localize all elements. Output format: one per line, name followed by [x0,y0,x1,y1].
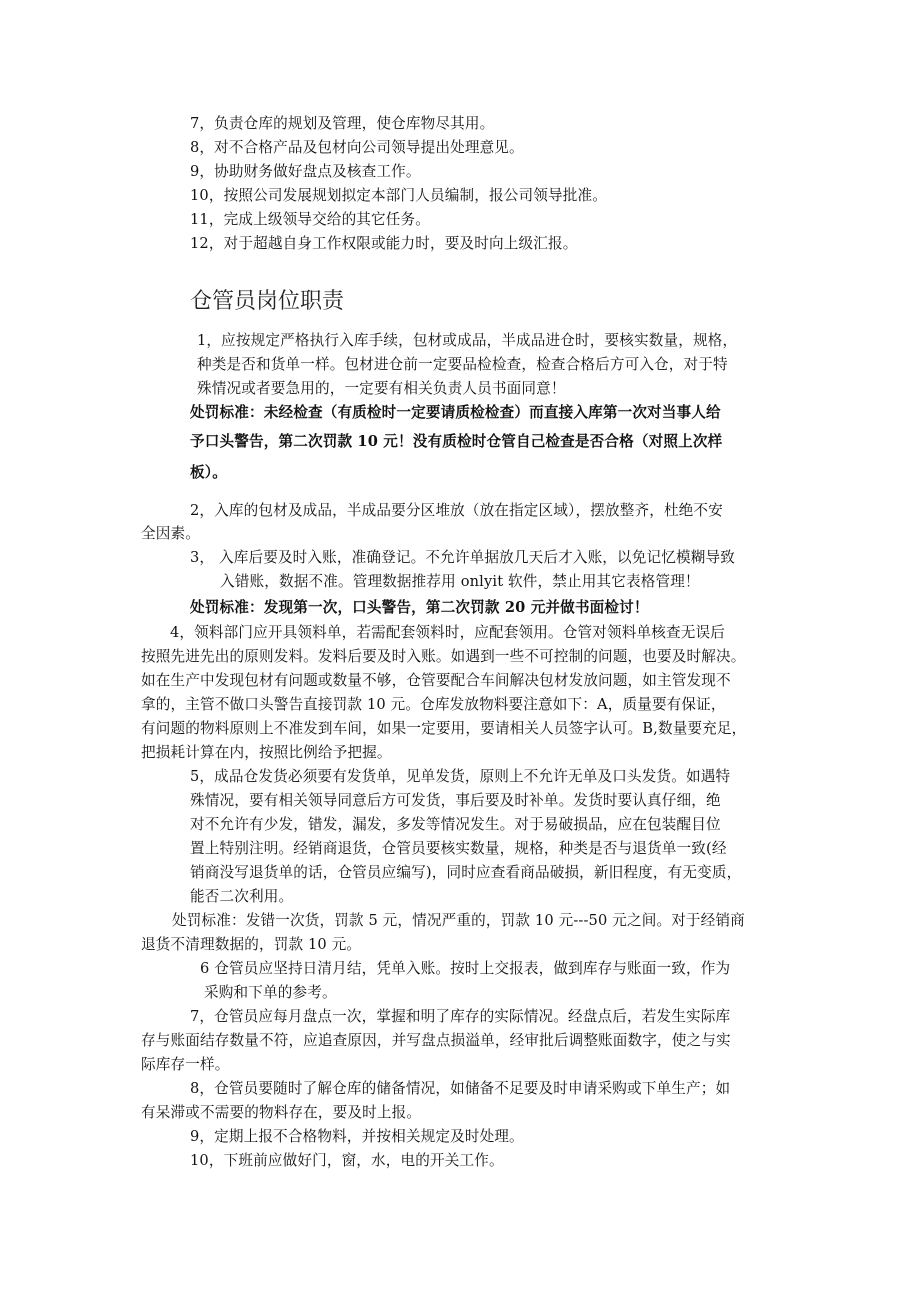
duty-item-9: 9，协助财务做好盘点及核查工作。 [190,163,421,180]
item-6-line-1: 6 仓管员应坚持日清月结，凭单入账。按时上交报表，做到库存与账面一致，作为 [200,960,731,977]
item-1-line-3: 殊情况或者要急用的，一定要有相关负责人员书面同意！ [197,380,566,397]
item-8-line-2: 有呆滞或不需要的物料存在，要及时上报。 [141,1104,422,1121]
item-7-line-2: 存与账面结存数量不符，应追查原因，并写盘点损溢单，经审批后调整账面数字，使之与实 [141,1032,731,1049]
item-10: 10，下班前应做好门，窗，水，电的开关工作。 [190,1152,504,1169]
item-4-line-5: 有问题的物料原则上不准发到车间，如果一定要用，要请相关人员签字认可。B,数量要充足， [141,720,747,737]
item-3-line-2: 入错账，数据不准。管理数据推荐用 onlyit 软件，禁止用其它表格管理！ [220,573,700,590]
section-title: 仓管员岗位职责 [190,289,345,314]
penalty-5-line-1: 处罚标准：发错一次货，罚款 5 元，情况严重的，罚款 10 元---50 元之间。对于经销商 [172,912,745,929]
item-7-line-3: 际库存一样。 [141,1056,230,1073]
item-5-line-6: 能否二次利用。 [190,888,294,905]
item-4-line-2: 按照先进先出的原则发料。发料后要及时入账。如遇到一些不可控制的问题，也要及时解决。 [141,648,746,665]
item-5-line-2: 殊情况，要有相关领导同意后方可发货，事后要及时补单。发货时要认真仔细，绝 [190,792,721,809]
duty-item-12: 12，对于超越自身工作权限或能力时，要及时向上级汇报。 [190,235,578,252]
duty-item-7: 7，负责仓库的规划及管理，使仓库物尽其用。 [190,115,495,132]
item-2-line-2: 全因素。 [141,525,200,542]
item-5-line-1: 5，成品仓发货必须要有发货单，见单发货，原则上不允许无单及口头发货。如遇特 [190,768,731,785]
item-1-line-2: 种类是否和货单一样。包材进仓前一定要品检检查，检查合格后方可入仓，对于特 [197,356,728,373]
duty-item-11: 11，完成上级领导交给的其它任务。 [190,211,431,228]
item-5-line-3: 对不允许有少发，错发，漏发，多发等情况发生。对于易破损品，应在包装醒目位 [190,816,721,833]
item-9: 9，定期上报不合格物料，并按相关规定及时处理。 [190,1128,524,1145]
penalty-1-line-1: 处罚标准：未经检查（有质检时一定要请质检检查）而直接入库第一次对当事人给 [190,404,721,421]
penalty-1-line-2: 予口头警告，第二次罚款 10 元！没有质检时仓管自己检查是否合格（对照上次样 [190,433,723,450]
item-2-line-1: 2，入库的包材及成品，半成品要分区堆放（放在指定区域），摆放整齐，杜绝不安 [190,502,723,519]
duty-item-8: 8，对不合格产品及包材向公司领导提出处理意见。 [190,139,524,156]
penalty-3: 处罚标准：发现第一次，口头警告，第二次罚款 20 元并做书面检讨！ [190,599,649,616]
duty-item-10: 10，按照公司发展规划拟定本部门人员编制，报公司领导批准。 [190,187,607,204]
item-4-line-1: 4，领料部门应开具领料单，若需配套领料时，应配套领用。仓管对领料单核查无误后 [170,624,725,641]
item-6-line-2: 采购和下单的参考。 [204,984,337,1001]
item-4-line-3: 如在生产中发现包材有问题或数量不够，仓管要配合车间解决包材发放问题，如主管发现不 [141,672,731,689]
item-1-line-1: 1，应按规定严格执行入库手续，包材或成品，半成品进仓时，要核实数量，规格， [197,332,738,349]
item-8-line-1: 8，仓管员要随时了解仓库的储备情况，如储备不足要及时申请采购或下单生产；如 [190,1080,731,1097]
item-5-line-5: 销商没写退货单的话，仓管员应编写)，同时应查看商品破损，新旧程度，有无变质， [190,864,742,881]
item-7-line-1: 7，仓管员应每月盘点一次，掌握和明了库存的实际情况。经盘点后，若发生实际库 [190,1008,731,1025]
penalty-1-line-3: 板）。 [190,464,227,481]
item-3-line-1: 3， 入库后要及时入账，准确登记。不允许单据放几天后才入账，以免记忆模糊导致 [190,549,736,566]
penalty-5-line-2: 退货不清理数据的，罚款 10 元。 [141,936,362,953]
item-5-line-4: 置上特别注明。经销商退货，仓管员要核实数量，规格，种类是否与退货单一致(经 [190,840,727,857]
item-4-line-4: 拿的，主管不做口头警告直接罚款 10 元。仓库发放物料要注意如下：A，质量要有保证， [141,696,726,713]
item-4-line-6: 把损耗计算在内，按照比例给予把握。 [141,744,392,761]
